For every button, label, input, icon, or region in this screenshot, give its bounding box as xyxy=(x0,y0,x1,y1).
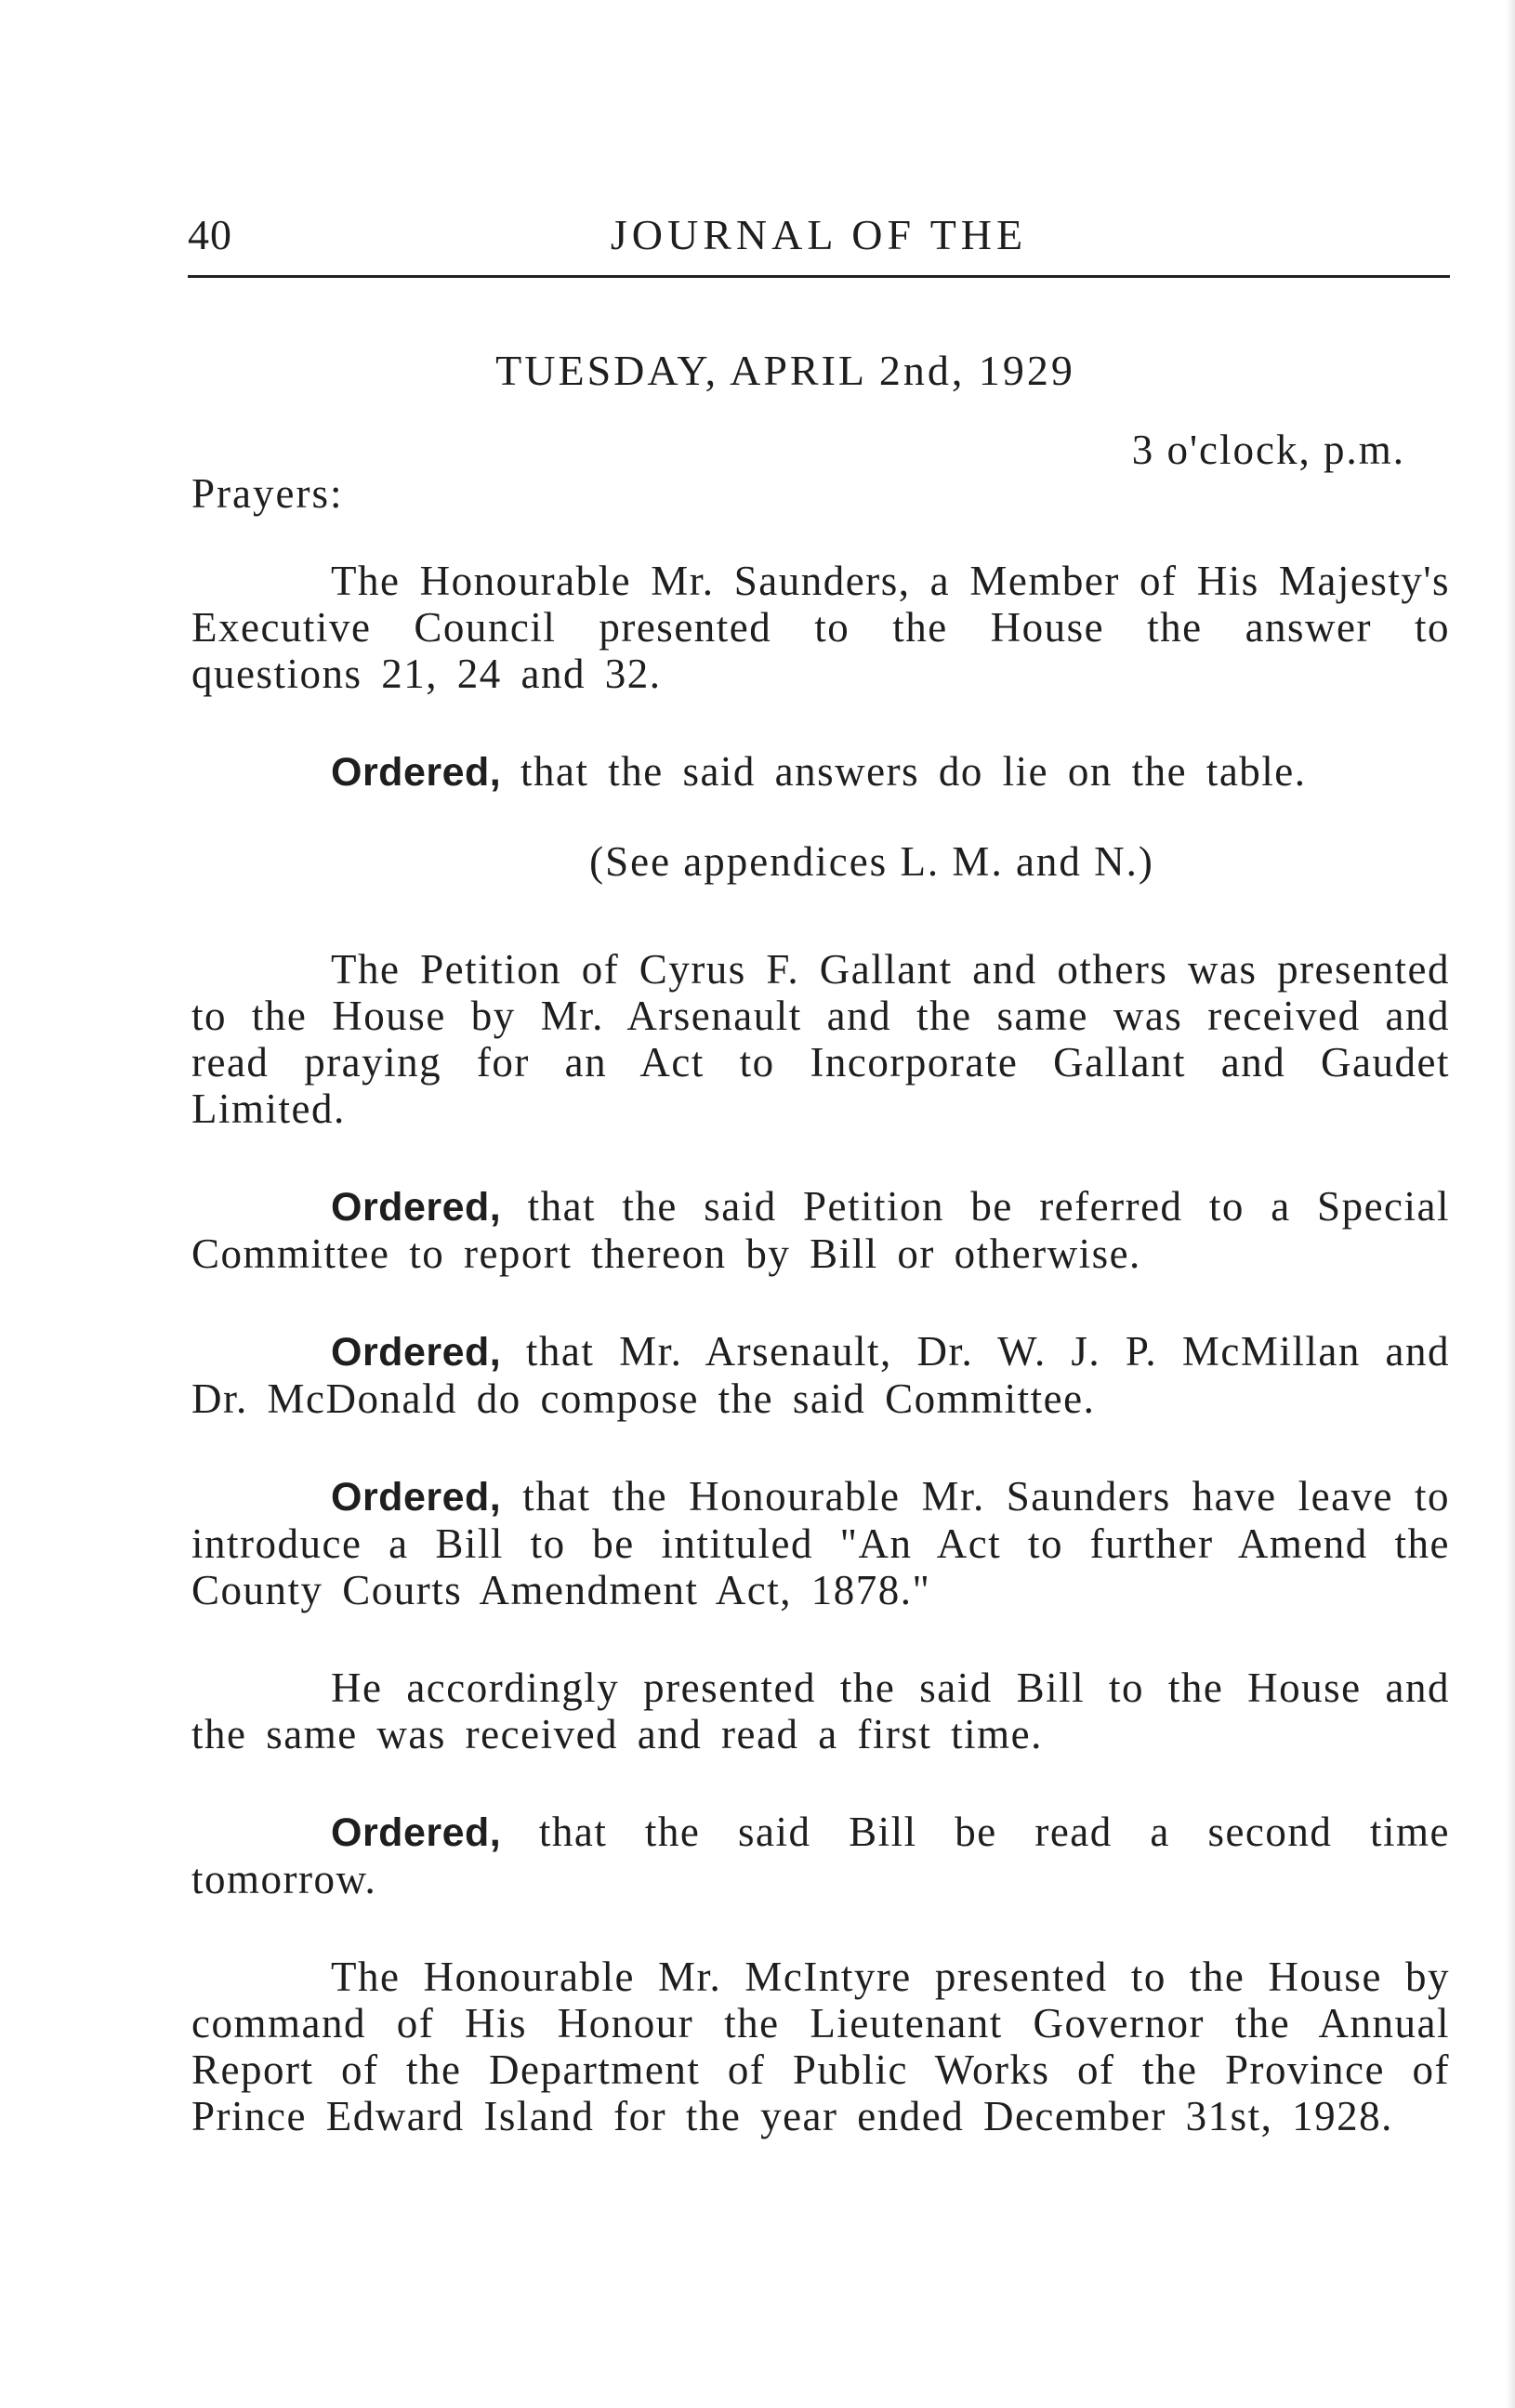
ordered-label: Ordered, xyxy=(331,1185,502,1230)
paragraph-text: that the Honourable Mr. Saunders have leave to introduce a Bill to be intituled "An Act to further Amend the County Courts Amendment Act, 1878." xyxy=(191,1473,1450,1613)
paragraph-answers-presented xyxy=(191,558,1450,697)
page-number: 40 xyxy=(188,211,232,258)
ordered-label: Ordered, xyxy=(331,1330,502,1375)
paragraph-text: that the said answers do lie on the table. xyxy=(501,748,1307,795)
sitting-time: 3 o'clock, p.m. xyxy=(1131,427,1405,473)
header-rule xyxy=(188,275,1450,278)
paragraph-text: The Honourable Mr. McIntyre presented to the House by command of His Honour the Lieutenant Governor the Annual Report of the Department of Public Works of the Province of Prince Edward Island for the year ended December 31st, 1928. xyxy=(191,1954,1450,2139)
page-header xyxy=(188,206,1450,270)
paragraph-text: The Petition of Cyrus F. Gallant and others was presented to the House by Mr. Arsenault and the same was received and read praying for an Act to Incorporate Gallant and Gaudet Limited. xyxy=(191,946,1450,1132)
paragraph-order-second-reading xyxy=(191,1809,1450,1902)
paragraph-order-special-committee xyxy=(191,1183,1450,1277)
paragraph-bill-first-reading xyxy=(191,1665,1450,1757)
paragraph-petition xyxy=(191,946,1450,1132)
paragraph-text: that the said Bill be read a second time tomorrow. xyxy=(191,1809,1450,1902)
ordered-label: Ordered, xyxy=(331,1810,502,1855)
paragraph-text: that the said Petition be referred to a Special Committee to report thereon by Bill or otherwise. xyxy=(191,1183,1450,1277)
journal-body xyxy=(191,558,1450,2191)
paragraph-text: The Honourable Mr. Saunders, a Member of His Majesty's Executive Council presented to the House the answer to questions 21, 24 and 32. xyxy=(191,558,1450,697)
paragraph-text: that Mr. Arsenault, Dr. W. J. P. McMillan and Dr. McDonald do compose the said Committee. xyxy=(191,1328,1450,1422)
ordered-label: Ordered, xyxy=(331,750,502,795)
appendices-note: (See appendices L. M. and N.) xyxy=(589,838,1154,885)
running-head: JOURNAL OF THE xyxy=(610,211,1028,258)
ordered-label: Ordered, xyxy=(331,1475,502,1520)
prayers-label: Prayers: xyxy=(191,470,344,517)
paragraph-order-leave-bill xyxy=(191,1473,1450,1613)
sitting-date: TUESDAY, APRIL 2nd, 1929 xyxy=(495,347,1075,394)
paragraph-order-committee-members xyxy=(191,1328,1450,1422)
paragraph-annual-report xyxy=(191,1954,1450,2139)
paragraph-text: He accordingly presented the said Bill to the House and the same was received and read a first time. xyxy=(191,1665,1450,1757)
paragraph-order-lie-on-table xyxy=(191,748,1450,796)
